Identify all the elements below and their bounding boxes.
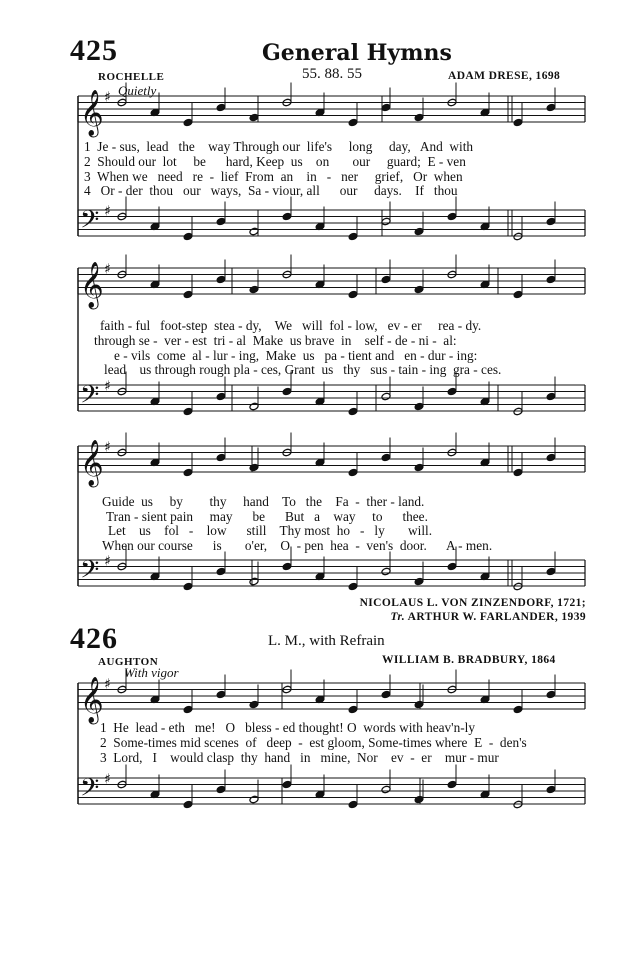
author-credit: NICOLAUS L. VON ZINZENDORF, 1721; bbox=[359, 597, 586, 609]
translator-prefix: Tr. bbox=[390, 611, 405, 623]
lyric-line: When our course is o'er, O - pen hea - ven's door. A - men. bbox=[102, 538, 493, 553]
lyric-line: lead us through rough pla - ces, Grant us thy sus - tain - ing gra - ces. bbox=[104, 362, 502, 377]
svg-text:♯: ♯ bbox=[104, 378, 111, 395]
lyric-line: 1 Je - sus, lead the way Through our life's long day, And with bbox=[84, 139, 474, 154]
svg-text:𝄢: 𝄢 bbox=[80, 205, 100, 241]
svg-text:𝄞: 𝄞 bbox=[80, 440, 104, 486]
tune-name: AUGHTON bbox=[98, 656, 159, 668]
lyric-line: 3 Lord, I would clasp thy hand in mine, Nor ev - er mur - mur bbox=[100, 750, 499, 765]
lyric-line: Let us fol - low still Thy most ho - ly will. bbox=[108, 523, 433, 538]
lyric-line: e - vils come al - lur - ing, Make us pa - tient and en - dur - ing: bbox=[114, 348, 478, 363]
svg-text:♯: ♯ bbox=[104, 439, 111, 456]
composer: ADAM DRESE, 1698 bbox=[448, 70, 561, 82]
lyric-line: 2 Some-times mid scenes of deep - est gloom, Some-times where E - den's bbox=[100, 735, 527, 750]
section-title: General Hymns bbox=[262, 40, 452, 66]
svg-text:♯: ♯ bbox=[104, 89, 111, 106]
tempo-marking: Quietly bbox=[118, 83, 157, 98]
svg-text:♯: ♯ bbox=[104, 553, 111, 570]
meter: L. M., with Refrain bbox=[268, 633, 385, 649]
svg-text:𝄢: 𝄢 bbox=[80, 773, 100, 809]
translator-name: ARTHUR W. FARLANDER, 1939 bbox=[407, 611, 586, 623]
lyric-line: 1 He lead - eth me! O bless - ed thought! O words with heav'n-ly bbox=[100, 720, 475, 735]
svg-text:𝄞: 𝄞 bbox=[80, 677, 104, 723]
svg-text:𝄞: 𝄞 bbox=[80, 262, 104, 308]
lyric-line: 4 Or - der thou our ways, Sa - viour, all our days. If thou bbox=[84, 183, 458, 198]
lyric-line: Guide us by thy hand To the Fa - ther - land. bbox=[102, 494, 425, 509]
hymn-number: 426 bbox=[70, 622, 118, 655]
tune-name: ROCHELLE bbox=[98, 71, 165, 83]
lyric-line: 2 Should our lot be hard, Keep us on our guard; E - ven bbox=[84, 154, 466, 169]
svg-text:𝄢: 𝄢 bbox=[80, 380, 100, 416]
translator-credit bbox=[390, 611, 586, 623]
svg-text:♯: ♯ bbox=[104, 261, 111, 278]
lyric-line: Tran - sient pain may be But a way to thee. bbox=[106, 509, 428, 524]
hymn-number: 425 bbox=[70, 34, 118, 67]
svg-text:𝄢: 𝄢 bbox=[80, 555, 100, 591]
meter: 55. 88. 55 bbox=[302, 66, 362, 82]
lyric-line: 3 When we need re - lief From an in - ner grief, Or when bbox=[84, 169, 463, 184]
svg-text:♯: ♯ bbox=[104, 771, 111, 788]
lyric-line: faith - ful foot-step stea - dy, We will fol - low, ev - er rea - dy. bbox=[100, 318, 482, 333]
lyric-line: through se - ver - est tri - al Make us brave in self - de - ni - al: bbox=[94, 333, 457, 348]
tempo-marking: With vigor bbox=[124, 665, 179, 680]
svg-text:♯: ♯ bbox=[104, 203, 111, 220]
svg-text:♯: ♯ bbox=[104, 676, 111, 693]
svg-text:𝄞: 𝄞 bbox=[80, 90, 104, 136]
composer: WILLIAM B. BRADBURY, 1864 bbox=[382, 654, 556, 666]
